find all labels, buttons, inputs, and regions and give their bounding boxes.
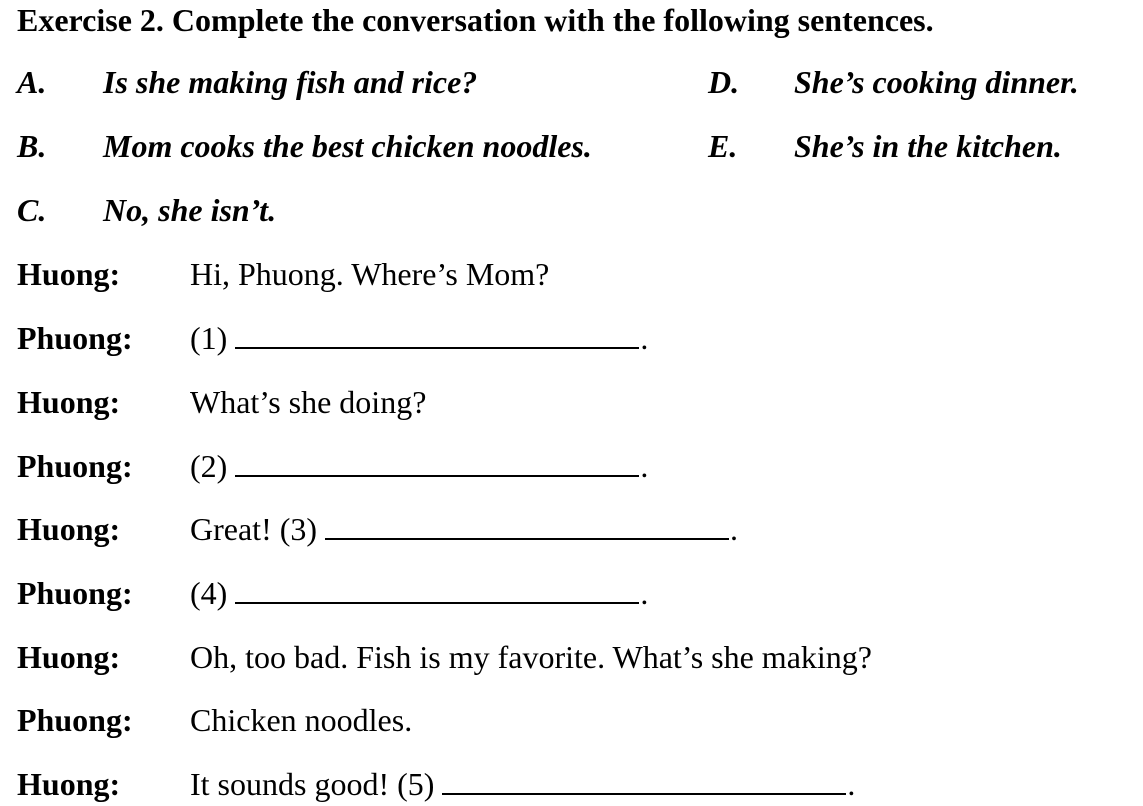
conversation-line-9 (17, 764, 1127, 804)
utterance-after: . (847, 766, 856, 802)
utterance-before: (2) (190, 448, 228, 484)
option-letter: A. (17, 64, 47, 100)
utterance-before: (4) (190, 575, 228, 611)
answer-blank-4[interactable] (235, 576, 639, 604)
speaker-label: Phuong: (17, 320, 133, 356)
utterance-after: . (730, 511, 739, 547)
option-text: No, she isn’t. (103, 192, 277, 228)
speaker-label: Phuong: (17, 575, 133, 611)
conversation-line-6 (17, 573, 1127, 613)
utterance-after: . (640, 575, 649, 611)
utterance-before: Great! (3) (190, 511, 318, 547)
speaker-label: Huong: (17, 256, 121, 292)
utterance-text (190, 573, 648, 613)
conversation-line-4 (17, 446, 1127, 486)
option-letter: B. (17, 128, 47, 164)
answer-blank-3[interactable] (325, 512, 729, 540)
utterance-text (190, 254, 549, 294)
utterance-before: (1) (190, 320, 228, 356)
utterance-text (190, 382, 426, 422)
conversation-line-1 (17, 254, 1127, 294)
utterance-after: . (640, 448, 649, 484)
speaker-label: Huong: (17, 384, 121, 420)
utterance-text (190, 446, 648, 486)
utterance-text (190, 637, 872, 677)
utterance-before: It sounds good! (5) (190, 766, 435, 802)
option-text: She’s in the kitchen. (794, 128, 1062, 164)
utterance-text (190, 700, 412, 740)
answer-blank-2[interactable] (235, 449, 639, 477)
utterance-text (190, 764, 855, 804)
conversation-line-7 (17, 637, 1127, 677)
utterance-text (190, 318, 648, 358)
conversation-line-3 (17, 382, 1127, 422)
conversation-line-8 (17, 700, 1127, 740)
utterance-after: . (640, 320, 649, 356)
option-letter: C. (17, 192, 47, 228)
answer-blank-1[interactable] (235, 321, 639, 349)
utterance-before: Hi, Phuong. Where’s Mom? (190, 256, 550, 292)
utterance-before: Chicken noodles. (190, 702, 413, 738)
option-text: Mom cooks the best chicken noodles. (103, 128, 592, 164)
speaker-label: Phuong: (17, 448, 133, 484)
speaker-label: Huong: (17, 766, 121, 802)
utterance-before: What’s she doing? (190, 384, 427, 420)
utterance-text (190, 509, 738, 549)
conversation-line-2 (17, 318, 1127, 358)
speaker-label: Huong: (17, 511, 121, 547)
option-text: She’s cooking dinner. (794, 64, 1079, 100)
speaker-label: Huong: (17, 639, 121, 675)
option-letter: D. (708, 64, 740, 100)
exercise-title: Exercise 2. Complete the conversation with the following sentences. (17, 2, 934, 38)
speaker-label: Phuong: (17, 702, 133, 738)
answer-blank-5[interactable] (442, 767, 846, 795)
conversation-line-5 (17, 509, 1127, 549)
option-text: Is she making fish and rice? (103, 64, 478, 100)
utterance-before: Oh, too bad. Fish is my favorite. What’s she making? (190, 639, 872, 675)
option-letter: E. (708, 128, 738, 164)
